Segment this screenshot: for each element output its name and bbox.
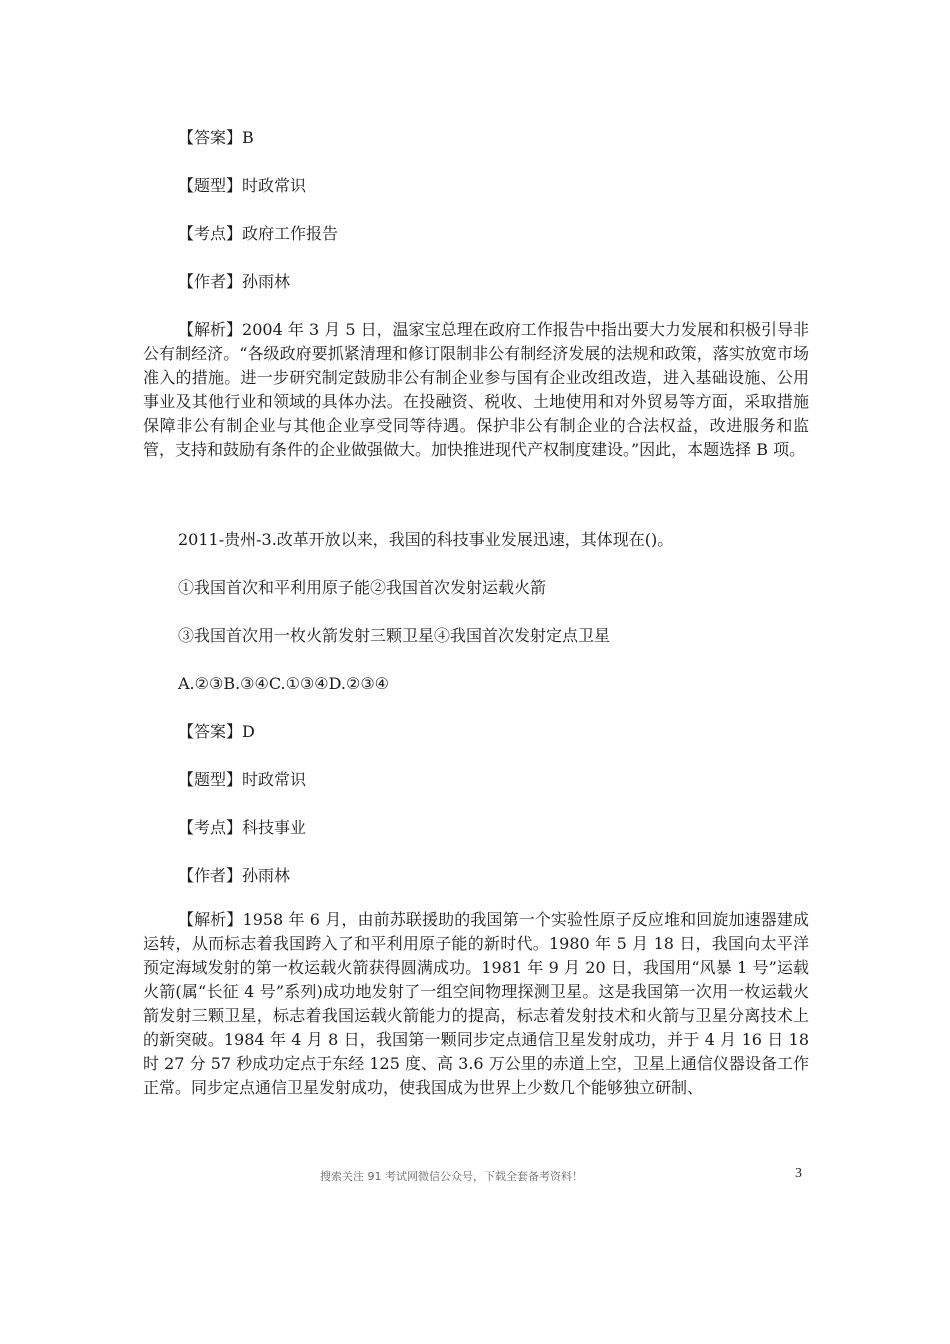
page-number: 3 xyxy=(795,1166,802,1181)
q2-option-line-1: ①我国首次和平利用原子能②我国首次发射运载火箭 xyxy=(178,578,547,597)
q2-option-line-2: ③我国首次用一枚火箭发射三颗卫星④我国首次发射定点卫星 xyxy=(178,626,611,645)
q1-answer: 【答案】B xyxy=(178,128,254,147)
q2-question: 2011-贵州-3.改革开放以来，我国的科技事业发展迅速，其体现在()。 xyxy=(178,530,674,549)
q2-point: 【考点】科技事业 xyxy=(178,818,307,837)
q1-author: 【作者】孙雨林 xyxy=(178,272,291,291)
q2-analysis: 【解析】1958 年 6 月，由前苏联援助的我国第一个实验性原子反应堆和回旋加速器建成运转，从而标志着我国跨入了和平利用原子能的新时代。1980 年 5 月 18 日，我国向太平洋预定海域发射的第一枚运载火箭获得圆满成功。1981 年 9 月 20 日，我国用“风暴 1 号”运载火箭(属“长征 4 号”系列)成功地发射了一组空间物理探测卫星。这是我国第一次用一枚运载火箭发射三颗卫星，标志着我国运载火箭能力的提高，标志着发射技术和火箭与卫星分离技术上的新突破。1984 年 4 月 8 日，我国第一颗同步定点通信卫星发射成功，并于 4 月 16 日 18 时 27 分 57 秒成功定点于东经 125 度、高 3.6 万公里的赤道上空，卫星上通信仪器设备工作正常。同步定点通信卫星发射成功，使我国成为世界上少数几个能够独立研制、 xyxy=(143,910,809,1097)
q1-type: 【题型】时政常识 xyxy=(178,176,307,195)
q2-author: 【作者】孙雨林 xyxy=(178,866,291,885)
q2-type: 【题型】时政常识 xyxy=(178,770,307,789)
q2-answer: 【答案】D xyxy=(178,722,255,741)
q2-choices: A.②③B.③④C.①③④D.②③④ xyxy=(178,674,390,693)
q1-analysis: 【解析】2004 年 3 月 5 日，温家宝总理在政府工作报告中指出要大力发展和积极引导非公有制经济。“各级政府要抓紧清理和修订限制非公有制经济发展的法规和政策，落实放宽市场准入的措施。进一步研究制定鼓励非公有制企业参与国有企业改组改造，进入基础设施、公用事业及其他行业和领域的具体办法。在投融资、税收、土地使用和对外贸易等方面，采取措施保障非公有制企业与其他企业享受同等待遇。保护非公有制企业的合法权益，改进服务和监管，支持和鼓励有条件的企业做强做大。加快推进现代产权制度建设。”因此，本题选择 B 项。 xyxy=(143,320,809,459)
q1-point: 【考点】政府工作报告 xyxy=(178,224,339,243)
footer-text: 搜索关注 91 考试网微信公众号，下载全套备考资料！ xyxy=(320,1170,583,1183)
